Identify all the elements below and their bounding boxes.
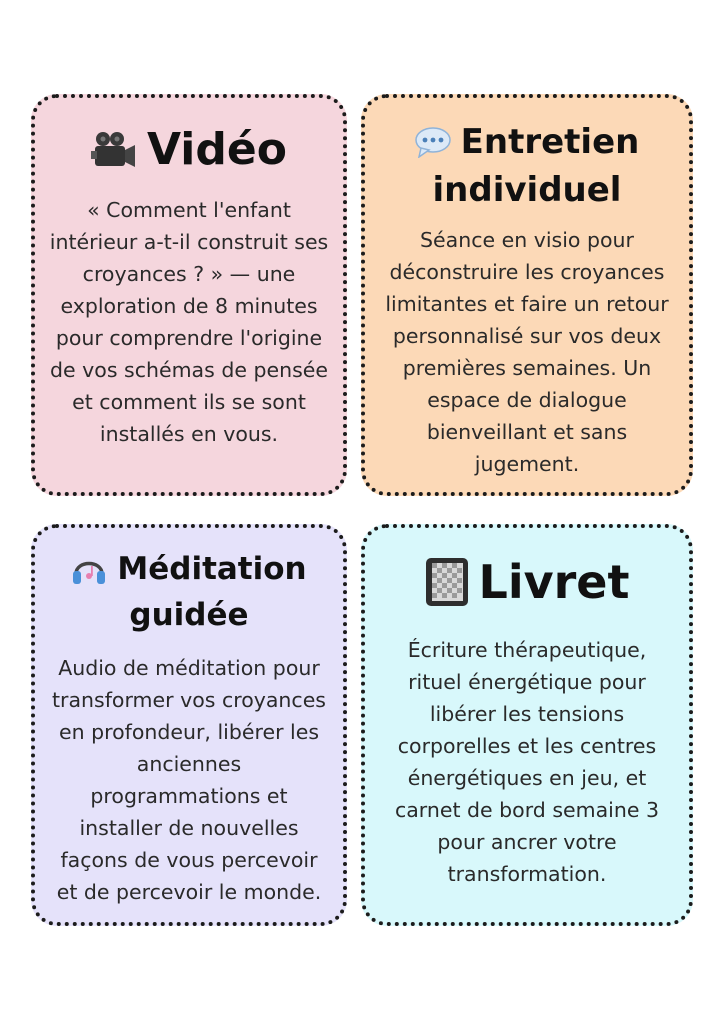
card-description: Écriture thérapeutique, rituel énergétique pour libérer les tensions corporelles et les centres énergétiques en jeu, et carnet de bord semaine 3 pour ancrer votre transformation. [394, 638, 660, 886]
card-title: Méditation guidée [49, 546, 329, 638]
card-livret [361, 524, 693, 926]
card-video [31, 94, 347, 496]
card-description: Audio de méditation pour transformer vos croyances en profondeur, libérer les anciennes programmations et installer de nouvelles façons de vous percevoir et de percevoir le monde. [52, 656, 326, 904]
card-title: Entretien individuel [379, 118, 675, 214]
notebook-icon [425, 557, 469, 607]
card-description: « Comment l'enfant intérieur a-t-il construit ses croyances ? » — une exploration de 8 minutes pour comprendre l'origine de vos schémas de pensée et comment ils se sont installés en vous. [49, 198, 329, 446]
movie-camera-icon [91, 130, 137, 170]
card-title: Livret [379, 552, 675, 612]
speech-bubble-icon [415, 126, 451, 158]
card-entretien [361, 94, 693, 496]
card-meditation [31, 524, 347, 926]
card-description: Séance en visio pour déconstruire les croyances limitantes et faire un retour personnalisé sur vos deux premières semaines. Un espace de dialogue bienveillant et sans jugement. [385, 228, 669, 476]
headphones-icon [71, 552, 107, 586]
card-title: Vidéo [49, 122, 329, 178]
